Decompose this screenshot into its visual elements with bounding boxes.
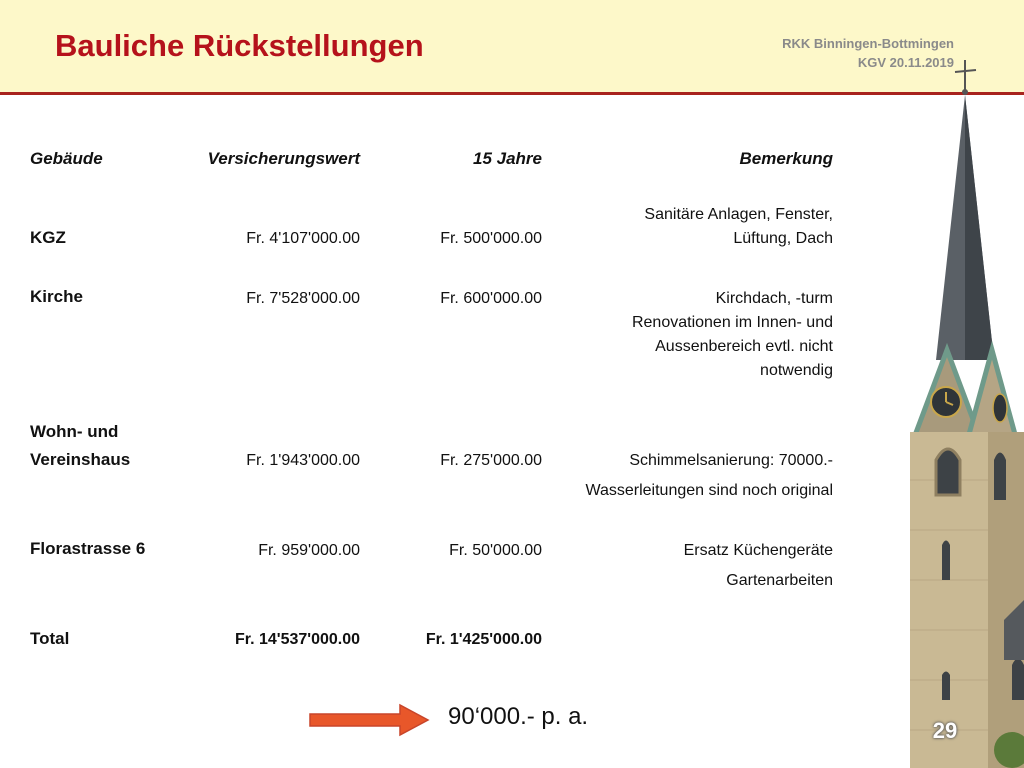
right-arrow-icon — [308, 703, 432, 737]
row-name-line: Wohn- und — [30, 422, 119, 441]
col-header-building: Gebäude — [30, 149, 103, 168]
remark-wohn-vereinshaus-2: Wasserleitungen sind noch original — [585, 482, 833, 499]
provision-kirche: Fr. 600'000.00 — [440, 290, 542, 307]
insurance-value-florastrasse: Fr. 959'000.00 — [258, 542, 360, 559]
insurance-value-kirche: Fr. 7'528'000.00 — [246, 290, 360, 307]
remark-line: Lüftung, Dach — [733, 230, 833, 247]
header-rule — [0, 92, 1024, 95]
insurance-total: Fr. 14'537'000.00 — [234, 631, 360, 648]
insurance-value-kgz: Fr. 4'107'000.00 — [246, 230, 360, 247]
per-annum-amount: 90‘000.- p. a. — [448, 703, 589, 730]
provision-florastrasse: Fr. 50'000.00 — [449, 542, 542, 559]
page-number: 29 — [932, 718, 958, 743]
row-name-line: Vereinshaus — [30, 450, 131, 469]
col-header-insurance: Versicherungswert — [207, 149, 360, 168]
remark-line: Sanitäre Anlagen, Fenster, — [644, 206, 833, 223]
provision-total: Fr. 1'425'000.00 — [425, 631, 542, 648]
provision-wohn-vereinshaus: Fr. 275'000.00 — [440, 452, 542, 469]
row-name-wohn-vereinshaus — [30, 418, 130, 474]
remark-wohn-vereinshaus-1: Schimmelsanierung: 70000.- — [629, 452, 833, 469]
row-name-kgz: KGZ — [30, 228, 66, 247]
row-name-kirche: Kirche — [30, 287, 83, 306]
remark-kgz — [644, 203, 833, 251]
remark-line: Renovationen im Innen- und — [631, 314, 833, 331]
col-header-remark: Bemerkung — [739, 149, 833, 168]
remark-line: notwendig — [760, 362, 833, 379]
remark-florastrasse-1: Ersatz Küchengeräte — [683, 542, 833, 559]
remark-kirche — [632, 287, 833, 383]
insurance-value-wohn-vereinshaus: Fr. 1'943'000.00 — [246, 452, 360, 469]
church-tower-image — [884, 60, 1024, 768]
meeting-date: KGV 20.11.2019 — [857, 55, 954, 70]
slide-title: Bauliche Rückstellungen — [55, 28, 424, 63]
remark-line: Kirchdach, -turm — [715, 290, 833, 307]
row-name-total: Total — [30, 629, 70, 648]
provision-kgz: Fr. 500'000.00 — [440, 230, 542, 247]
row-name-florastrasse: Florastrasse 6 — [30, 539, 146, 558]
org-name: RKK Binningen-Bottmingen — [782, 36, 954, 51]
remark-florastrasse-2: Gartenarbeiten — [726, 572, 833, 589]
col-header-15-years: 15 Jahre — [473, 149, 542, 168]
remark-line: Aussenbereich evtl. nicht — [655, 338, 833, 355]
